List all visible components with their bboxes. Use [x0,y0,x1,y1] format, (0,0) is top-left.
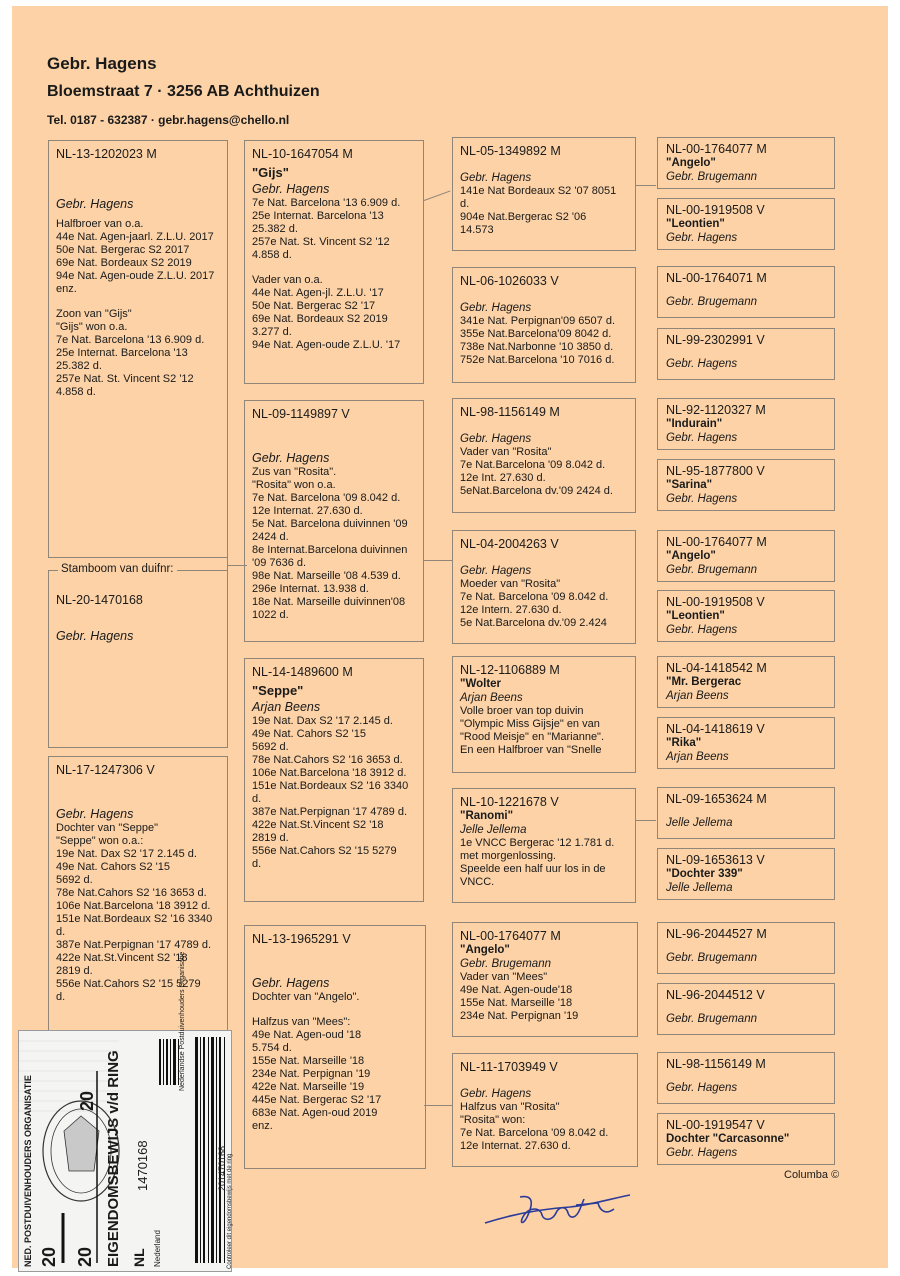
ancestor-card [657,137,835,189]
performance-list [460,837,628,889]
performance-line: enz. [252,1120,273,1132]
performance-list [460,315,628,367]
pigeon-name: "Angelo" [666,157,716,169]
performance-line: Dochter van "Seppe" [56,822,158,834]
performance-line: "Rosita" won: [460,1114,526,1126]
performance-line: 94e Nat. Agen-oude Z.L.U. '17 [252,339,401,351]
performance-line: 141e Nat Bordeaux S2 '07 8051 [460,185,617,197]
owner: Gebr. Hagens [252,182,330,196]
ring-number: NL-00-1764077 M [666,535,767,549]
performance-line: 422e Nat. Marseille '19 [252,1081,365,1093]
lineage-notes [252,1016,418,1133]
dam-sire-card [244,658,424,902]
performance-line: 5692 d. [252,741,289,753]
owner: Arjan Beens [666,690,729,702]
ring-number: NL-98-1156149 M [666,1057,766,1071]
performance-line: Halfbroer van o.a. [56,218,144,230]
great-grandparent-card [452,398,636,513]
ring-number: NL-09-1653613 V [666,853,765,867]
owner: Arjan Beens [666,751,729,763]
ring-number: NL-14-1489600 M [252,665,353,679]
pigeon-name: "Seppe" [252,683,304,698]
performance-line: 155e Nat. Marseille '18 [460,997,573,1009]
performance-line: 5e Nat. Barcelona duivinnen '09 [252,518,408,530]
performance-list [460,1101,630,1153]
sire-card [244,140,424,384]
owner: Arjan Beens [252,700,321,714]
performance-list [252,466,416,622]
owner: Gebr. Hagens [460,302,532,314]
performance-line: 3.277 d. [252,326,292,338]
performance-line: 19e Nat. Dax S2 '17 2.145 d. [56,848,197,860]
ancestor-card [657,198,835,250]
ancestor-card [657,787,835,839]
performance-line: 422e Nat.St.Vincent S2 '18 [252,819,384,831]
great-grandparent-card [452,1053,638,1167]
owner: Gebr. Hagens [666,624,738,636]
ring-number: NL-09-1653624 M [666,792,767,806]
breeder-name: Gebr. Hagens [47,54,157,73]
performance-line: 25e Internat. Barcelona '13 [252,210,384,222]
ring-number: NL-09-1149897 V [252,407,350,421]
owner: Jelle Jellema [460,824,527,836]
owner: Gebr. Hagens [460,172,532,184]
performance-line: d. [56,991,66,1003]
performance-line: d. [460,198,470,210]
lineage-notes [56,308,220,399]
ring-number: NL-13-1202023 M [56,147,157,161]
ancestor-card [657,530,835,582]
performance-line: 12e Intern. 27.630 d. [460,604,562,616]
ring-number: NL-96-2044512 V [666,988,765,1002]
ring-number: NL-10-1647054 M [252,147,353,161]
performance-list [460,578,628,630]
owner: Gebr. Brugemann [666,171,757,183]
performance-line: d. [56,926,66,938]
performance-line: 387e Nat.Perpignan '17 4789 d. [252,806,407,818]
great-grandparent-card [452,530,636,644]
performance-line: 5692 d. [56,874,93,886]
performance-line: 106e Nat.Barcelona '18 3912 d. [252,767,407,779]
ring-number: NL-11-1703949 V [460,1060,558,1074]
performance-line: 296e Internat. 13.938 d. [252,583,369,595]
ring-number: NL-06-1026033 V [460,274,559,288]
owner: Gebr. Hagens [460,433,532,445]
performance-line: 2424 d. [252,531,289,543]
performance-line: 4.858 d. [252,249,292,261]
performance-line: 18e Nat. Marseille duivinnen'08 [252,596,406,608]
performance-line: 25e Internat. Barcelona '13 [56,347,188,359]
performance-list [460,185,628,237]
performance-line: 387e Nat.Perpignan '17 4789 d. [56,939,211,951]
ancestor-card [657,266,835,318]
performance-line: 7e Nat. Barcelona '13 6.909 d. [252,197,401,209]
owner: Gebr. Hagens [666,493,738,505]
great-grandparent-card [452,267,636,383]
owner: Gebr. Hagens [56,629,134,643]
ring-number: NL-10-1221678 V [460,795,559,809]
owner: Gebr. Hagens [56,197,134,211]
sticker-country-code: NL [131,1248,147,1267]
owner: Gebr. Hagens [460,1088,532,1100]
performance-line: 78e Nat.Cahors S2 '16 3653 d. [252,754,403,766]
performance-line: 4.858 d. [56,386,96,398]
performance-line: 49e Nat. Cahors S2 '15 [252,728,367,740]
sticker-side-text: Nederlandse Postduivenhouders Organisatie [179,951,186,1091]
performance-list [252,991,418,1004]
ancestor-card [657,717,835,769]
ring-number: NL-00-1764077 M [666,142,767,156]
performance-line: 2819 d. [56,965,93,977]
performance-line: 904e Nat.Bergerac S2 '06 [460,211,587,223]
performance-line: Vader van "Mees" [460,971,548,983]
owner: Gebr. Hagens [666,358,738,370]
owner: Gebr. Hagens [252,976,330,990]
performance-line: 98e Nat. Marseille '08 4.539 d. [252,570,401,582]
owner: Gebr. Hagens [252,451,330,465]
owner: Gebr. Brugemann [666,564,757,576]
performance-line: Moeder van "Rosita" [460,578,561,590]
sticker-barcode-number: 201470168 [217,1145,227,1191]
pigeon-name: "Dochter 339" [666,868,743,880]
performance-line: 1e VNCC Bergerac '12 1.781 d. [460,837,615,849]
performance-line: 106e Nat.Barcelona '18 3912 d. [56,900,211,912]
performance-line: 257e Nat. St. Vincent S2 '12 [252,236,390,248]
performance-line: 94e Nat. Agen-oude Z.L.U. 2017 [56,270,215,282]
sticker-ring-number: 1470168 [135,1140,150,1191]
performance-line: 44e Nat. Agen-jaarl. Z.L.U. 2017 [56,231,214,243]
ancestor-card [657,398,835,450]
ancestor-card [657,328,835,380]
performance-line: 234e Nat. Perpignan '19 [252,1068,371,1080]
great-grandparent-card [452,922,638,1037]
dam-dam-card [244,925,426,1169]
pigeon-name: "Sarina" [666,479,713,491]
ring-number: NL-04-1418542 M [666,661,767,675]
performance-line: VNCC. [460,876,495,888]
ring-number: NL-96-2044527 M [666,927,767,941]
lineage-notes [56,822,220,1004]
performance-line: 49e Nat. Cahors S2 '15 [56,861,171,873]
sticker-year-right: 20 [75,1246,95,1267]
breeder-address: Bloemstraat 7 · 3256 AB Achthuizen [47,83,320,100]
performance-list [252,715,416,871]
performance-line: enz. [56,283,77,295]
owner: Gebr. Hagens [460,565,532,577]
performance-list [460,446,628,498]
performance-line: 738e Nat.Narbonne '10 3850 d. [460,341,614,353]
performance-line: 78e Nat.Cahors S2 '16 3653 d. [56,887,207,899]
pigeon-name: "Rika" [666,737,702,749]
performance-line: 7e Nat. Barcelona '13 6.909 d. [56,334,205,346]
ancestor-card [657,1113,835,1165]
sire-dam-card [244,400,424,642]
pigeon-name: "Mr. Bergerac [666,676,742,688]
performance-line: 5e Nat.Barcelona dv.'09 2.424 [460,617,607,629]
performance-line: 155e Nat. Marseille '18 [252,1055,365,1067]
sticker-title: EIGENDOMSBEWIJS v/d RING [105,1050,122,1267]
performance-line: 556e Nat.Cahors S2 '15 5279 [252,845,397,857]
sticker-graphics [19,1031,231,1271]
ring-number: NL-00-1764071 M [666,271,767,285]
signature [480,1185,650,1235]
owner: Gebr. Hagens [666,1082,738,1094]
stamboom-card [48,570,228,748]
owner: Jelle Jellema [666,817,733,829]
performance-line: 7e Nat. Barcelona '09 8.042 d. [460,1127,609,1139]
performance-line: 25.382 d. [56,360,102,372]
sticker-org: NED. POSTDUIVENHOUDERS ORGANISATIE [23,1075,33,1267]
pigeon-name: "Gijs" [252,165,289,180]
pigeon-name: "Indurain" [666,418,723,430]
performance-line: 5eNat.Barcelona dv.'09 2424 d. [460,485,613,497]
ancestor-card [657,848,835,900]
performance-line: d. [252,858,262,870]
owner: Gebr. Brugemann [666,952,757,964]
ring-number: NL-04-2004263 V [460,537,559,551]
performance-line: 12e Internat. 27.630 d. [252,505,363,517]
ring-number: NL-00-1764077 M [460,929,561,943]
performance-line: 752e Nat.Barcelona '10 7016 d. [460,354,615,366]
performance-line: 8e Internat.Barcelona duivinnen [252,544,408,556]
performance-line: 257e Nat. St. Vincent S2 '12 [56,373,194,385]
ancestor-card [657,983,835,1035]
ring-number: NL-95-1877800 V [666,464,765,478]
ring-number: NL-17-1247306 V [56,763,155,777]
pigeon-name: "Angelo" [460,944,510,956]
ancestor-card [657,656,835,708]
performance-line: Zoon van "Gijs" [56,308,132,320]
pigeon-name: "Leontien" [666,610,725,622]
performance-line: 7e Nat.Barcelona '09 8.042 d. [460,459,606,471]
ancestor-card [657,1052,835,1104]
performance-line: 151e Nat.Bordeaux S2 '16 3340 [252,780,409,792]
performance-line: Volle broer van top duivin [460,705,584,717]
performance-line: 355e Nat.Barcelona'09 8042 d. [460,328,612,340]
performance-line: 69e Nat. Bordeaux S2 2019 [56,257,192,269]
performance-line: 422e Nat.St.Vincent S2 '18 [56,952,188,964]
stamboom-label: Stamboom van duifnr: [58,563,177,575]
performance-line: "Seppe" won o.a.: [56,835,144,847]
performance-list [56,218,220,296]
performance-line: 50e Nat. Bergerac S2 2017 [56,244,190,256]
performance-line: Vader van "Rosita" [460,446,552,458]
pigeon-name: "Leontien" [666,218,725,230]
great-grandparent-card [452,137,636,251]
performance-line: 50e Nat. Bergerac S2 '17 [252,300,376,312]
owner: Gebr. Brugemann [666,1013,757,1025]
ring-number: NL-00-1919547 V [666,1118,765,1132]
performance-line: 12e Internat. 27.630 d. [460,1140,571,1152]
owner: Gebr. Hagens [56,807,134,821]
performance-line: 234e Nat. Perpignan '19 [460,1010,579,1022]
performance-list [252,197,416,262]
owner: Arjan Beens [460,692,523,704]
performance-line: Vader van o.a. [252,274,323,286]
performance-line: 44e Nat. Agen-jl. Z.L.U. '17 [252,287,384,299]
performance-line: 2819 d. [252,832,289,844]
sticker-year-top: 20 [77,1090,97,1111]
owner: Gebr. Hagens [666,1147,738,1159]
great-grandparent-card [452,788,636,903]
performance-line: Zus van "Rosita". [252,466,337,478]
performance-line: "Rood Meisje" en "Marianne". [460,731,605,743]
pigeon-name: "Ranomi" [460,810,514,822]
performance-line: 683e Nat. Agen-oud 2019 [252,1107,378,1119]
performance-line: Halfzus van "Mees": [252,1016,351,1028]
performance-line: 19e Nat. Dax S2 '17 2.145 d. [252,715,393,727]
ancestor-card [657,922,835,974]
pigeon-name: Dochter "Carcasonne" [666,1133,790,1145]
ring-number: NL-98-1156149 M [460,405,560,419]
performance-line: 556e Nat.Cahors S2 '15 5279 [56,978,201,990]
ancestor-card [657,459,835,511]
performance-line: Dochter van "Angelo". [252,991,360,1003]
performance-line: 151e Nat.Bordeaux S2 '16 3340 [56,913,213,925]
performance-line: 445e Nat. Bergerac S2 '17 [252,1094,382,1106]
performance-line: 12e Int. 27.630 d. [460,472,546,484]
owner: Gebr. Brugemann [460,958,551,970]
ring-number: NL-04-1418619 V [666,722,765,736]
performance-line: Speelde een half uur los in de [460,863,606,875]
dam-card [48,756,228,1042]
performance-line: 7e Nat. Barcelona '09 8.042 d. [460,591,609,603]
sticker-country: Nederland [153,1230,162,1267]
great-grandparent-card [452,656,636,773]
lineage-notes [252,274,416,352]
sticker-year-left: 20 [39,1246,59,1267]
ring-number: NL-20-1470168 [56,593,143,607]
performance-line: 7e Nat. Barcelona '09 8.042 d. [252,492,401,504]
performance-list [460,705,628,757]
performance-line: '09 7636 d. [252,557,307,569]
performance-line: met morgenlossing. [460,850,556,862]
performance-line: 5.754 d. [252,1042,292,1054]
performance-line: 49e Nat. Agen-oude'18 [460,984,573,996]
performance-line: "Gijs" won o.a. [56,321,128,333]
owner: Gebr. Hagens [666,432,738,444]
ring-number: NL-00-1919508 V [666,595,765,609]
performance-line: Halfzus van "Rosita" [460,1101,560,1113]
sticker-note: Controleer dit eigendomsbewijs met de ring [227,1153,233,1269]
ring-number: NL-99-2302991 V [666,333,765,347]
ancestor-card [657,590,835,642]
ring-number: NL-05-1349892 M [460,144,561,158]
performance-line: 49e Nat. Agen-oud '18 [252,1029,362,1041]
owner: Gebr. Hagens [666,232,738,244]
pigeon-name: "Wolter [460,678,502,690]
performance-line: En een Halfbroer van "Snelle [460,744,602,756]
ring-number: NL-00-1919508 V [666,203,765,217]
performance-list [460,971,630,1023]
copyright-mark: Columba © [784,1169,840,1181]
performance-line: "Olympic Miss Gijsje" en van [460,718,600,730]
ring-number: NL-13-1965291 V [252,932,351,946]
owner: Gebr. Brugemann [666,296,757,308]
performance-line: 25.382 d. [252,223,298,235]
owner: Jelle Jellema [666,882,733,894]
breeder-contact: Tel. 0187 - 632387 · gebr.hagens@chello.nl [47,113,290,127]
performance-line: 1022 d. [252,609,289,621]
pigeon-name: "Angelo" [666,550,716,562]
ring-number: NL-92-1120327 M [666,403,766,417]
performance-line: 14.573 [460,224,494,236]
performance-line: 69e Nat. Bordeaux S2 2019 [252,313,388,325]
performance-line: d. [252,793,262,805]
subject-pigeon-card [48,140,228,558]
ring-number: NL-12-1106889 M [460,663,560,677]
performance-line: 341e Nat. Perpignan'09 6507 d. [460,315,615,327]
performance-line: "Rosita" won o.a. [252,479,336,491]
